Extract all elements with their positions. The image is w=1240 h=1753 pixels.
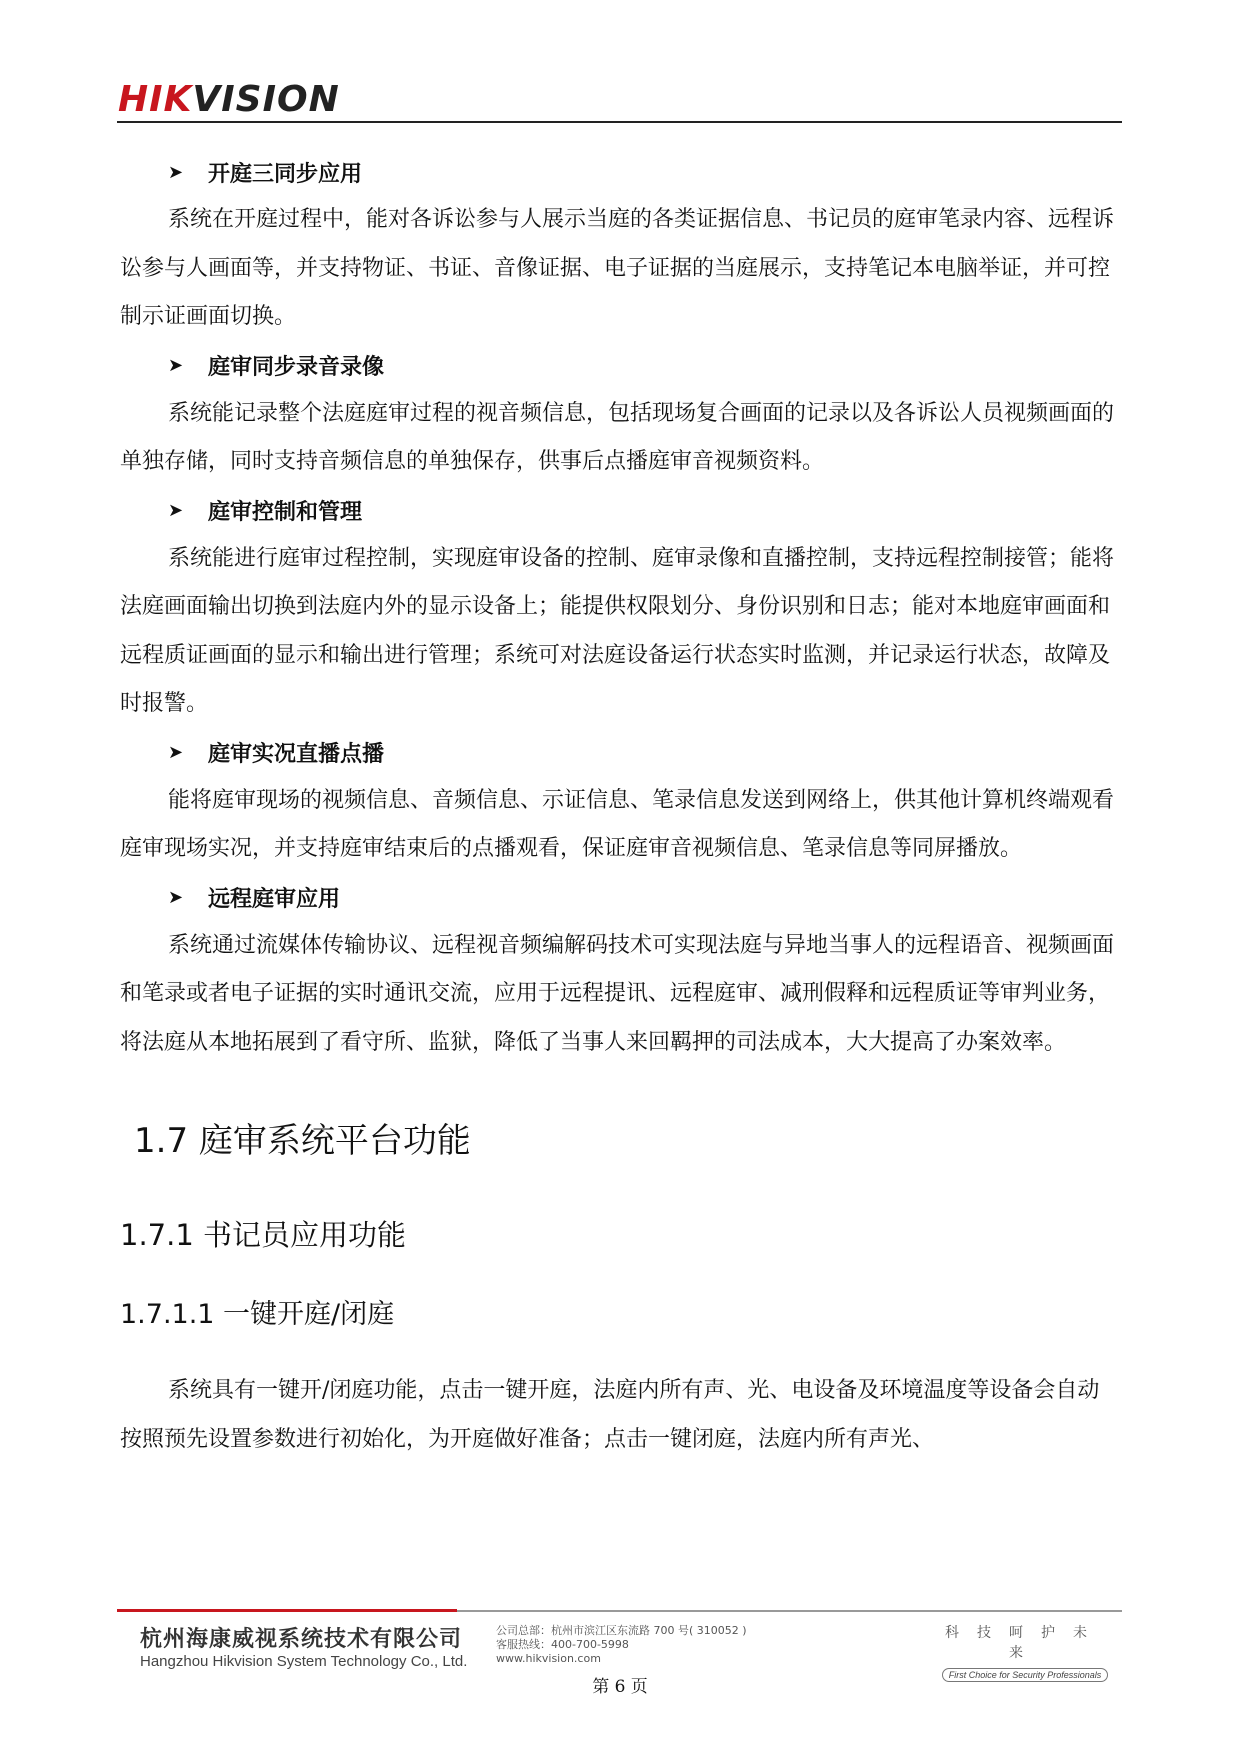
bullet-title: 庭审控制和管理: [208, 499, 363, 525]
arrow-bullet-icon: ➤: [168, 355, 184, 376]
arrow-bullet-icon: ➤: [168, 161, 184, 183]
arrow-bullet-icon: ➤: [168, 742, 184, 763]
section-heading-1-7: 1.7 庭审系统平台功能: [134, 1121, 471, 1161]
footer-company: [140, 1622, 467, 1670]
bullet-heading: [120, 148, 1118, 196]
bullet-heading: [120, 342, 1118, 390]
body-paragraph: 系统具有一键开/闭庭功能，点击一键开庭，法庭内所有声、光、电设备及环境温度等设备会自动按照预先设置参数进行初始化，为开庭做好准备；点击一键闭庭，法庭内所有声光、: [120, 1378, 1100, 1452]
page-number: 第 6 页: [592, 1677, 648, 1697]
company-address: 公司总部：杭州市滨江区东流路 700 号( 310052 ): [496, 1624, 747, 1637]
body-paragraph: 系统能进行庭审过程控制，实现庭审设备的控制、庭审录像和直播控制，支持远程控制接管；能将法庭画面输出切换到法庭内外的显示设备上；能提供权限划分、身份识别和日志；能对本地庭审画面和远程质证画面的显示和输出进行管理；系统可对法庭设备运行状态实时监测，并记录运行状态，故障及时报警。: [120, 545, 1115, 716]
bullet-title: 庭审实况直播点播: [208, 741, 385, 767]
footer-divider: [117, 1610, 1122, 1612]
body-paragraph: 系统在开庭过程中，能对各诉讼参与人展示当庭的各类证据信息、书记员的庭审笔录内容、远程诉讼参与人画面等，并支持物证、书证、音像证据、电子证据的当庭展示，支持笔记本电脑举证，并可控制示证画面切换。: [120, 207, 1115, 329]
subsection-heading-1-7-1: 1.7.1 书记员应用功能: [120, 1218, 407, 1252]
bullet-heading: [120, 729, 1118, 777]
body-paragraph: 系统通过流媒体传输协议、远程视音频编解码技术可实现法庭与异地当事人的远程语音、视频画面和笔录或者电子证据的实时通讯交流，应用于远程提讯、远程庭审、减刑假释和远程质证等审判业务，将法庭从本地拓展到了看守所、监狱，降低了当事人来回羁押的司法成本，大大提高了办案效率。: [120, 932, 1115, 1055]
company-website: www.hikvision.com: [496, 1652, 601, 1665]
logo-hik-text: HIK: [118, 79, 193, 120]
bullet-title: 庭审同步录音录像: [208, 354, 385, 380]
body-paragraph: 系统能记录整个法庭庭审过程的视音频信息，包括现场复合画面的记录以及各诉讼人员视频画面的单独存储，同时支持音频信息的单独保存，供事后点播庭审音视频资料。: [120, 400, 1115, 474]
slogan-cn: 科技呵护未来: [945, 1625, 1105, 1661]
logo-vision-text: VISION: [192, 79, 340, 120]
body-paragraph: 能将庭审现场的视频信息、音频信息、示证信息、笔录信息发送到网络上，供其他计算机终端观看庭审现场实况，并支持庭审结束后的点播观看，保证庭审音视频信息、笔录信息等同屏播放。: [120, 787, 1115, 861]
arrow-bullet-icon: ➤: [168, 500, 184, 521]
footer-divider-accent: [117, 1609, 457, 1612]
bullet-heading: [120, 487, 1118, 535]
slogan-en: First Choice for Security Professionals: [942, 1668, 1109, 1682]
company-name-en: Hangzhou Hikvision System Technology Co., Ltd.: [140, 1653, 468, 1670]
bullet-title: 远程庭审应用: [208, 886, 341, 912]
hikvision-logo: [118, 79, 340, 120]
company-name-cn: 杭州海康威视系统技术有限公司: [140, 1627, 463, 1652]
document-body: [120, 148, 1118, 1464]
footer-contact: [496, 1624, 747, 1666]
subsubsection-heading-1-7-1-1: 1.7.1.1 一键开庭/闭庭: [120, 1299, 395, 1330]
service-hotline: 客服热线：400-700-5998: [496, 1638, 629, 1651]
bullet-heading: [120, 874, 1118, 922]
bullet-title: 开庭三同步应用: [208, 160, 363, 187]
arrow-bullet-icon: ➤: [168, 887, 184, 908]
header-divider: [117, 121, 1122, 123]
